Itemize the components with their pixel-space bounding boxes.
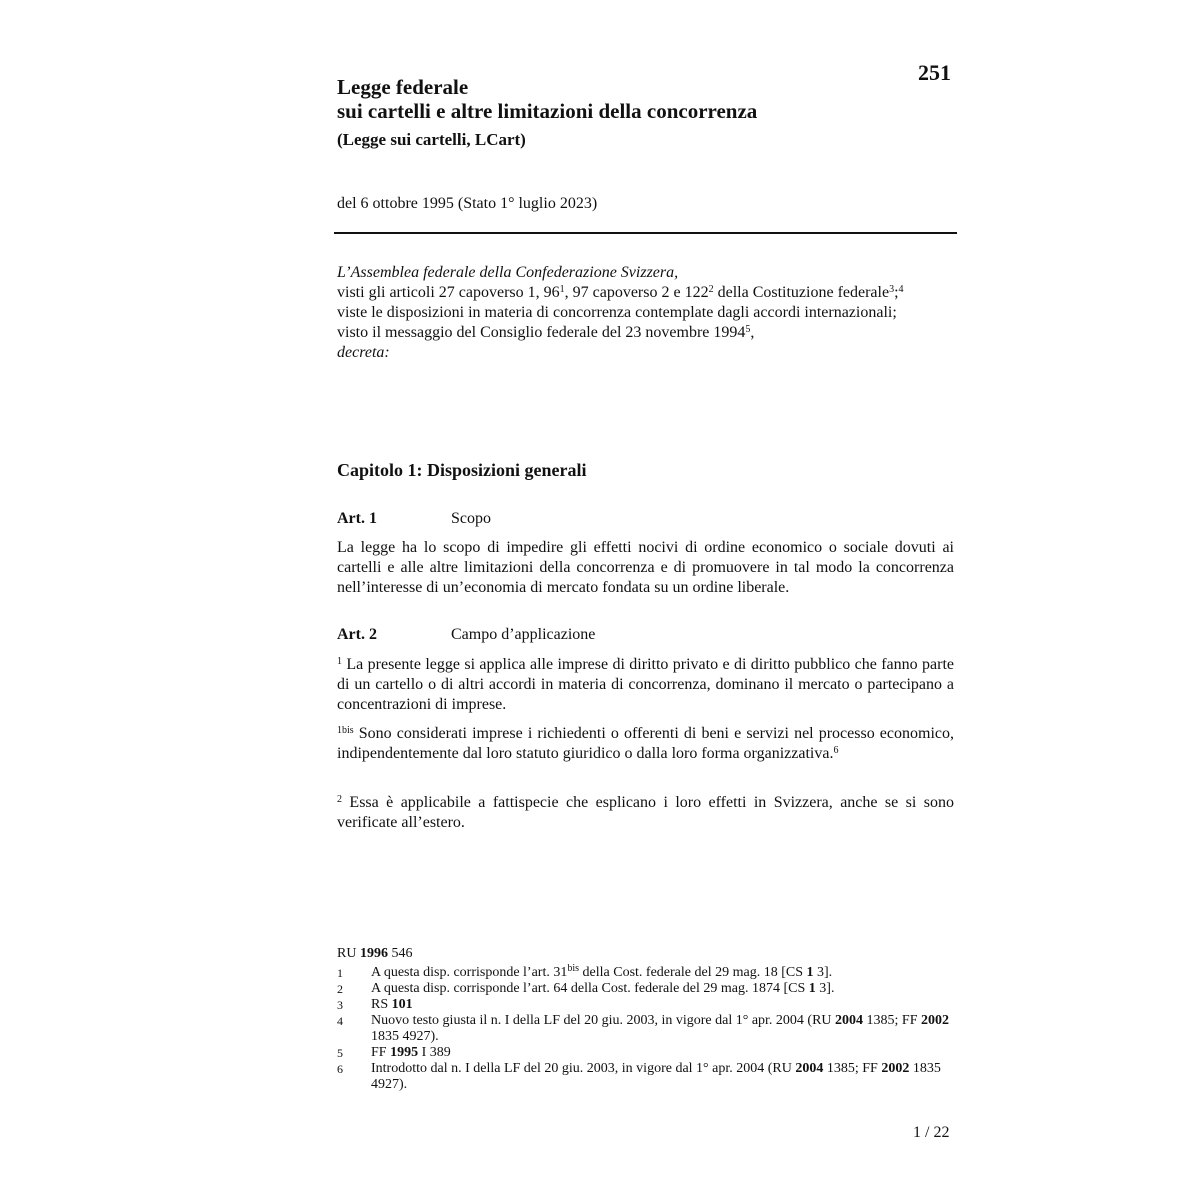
footnote-number: 4 [337, 1014, 343, 1028]
article-2-paragraph-2 [337, 793, 954, 833]
preamble-agreements-line: viste le disposizioni in materia di concorrenza contemplate dagli accordi internazionali; [337, 304, 897, 321]
paragraph-number: 1 [337, 656, 342, 667]
article-2-paragraph-1 [337, 655, 954, 715]
footnote-text: A questa disp. corrisponde l’art. $31^{bis}$ della Cost. federale del 29 mag. 18 [CS 1 3]. [371, 963, 833, 980]
paragraph-number: 2 [337, 794, 342, 805]
article-number: Art. 2 [337, 626, 377, 643]
footnote-number: 5 [337, 1046, 343, 1060]
preamble-constitution-line [337, 283, 957, 303]
page-number: 1 / 22 [913, 1124, 950, 1141]
preamble-message-line [337, 323, 957, 343]
article-title: Scopo [451, 510, 491, 527]
header-divider [334, 232, 957, 234]
preamble-decree: decreta: [337, 344, 390, 361]
paragraph-text: La presente legge si applica alle imprese di diritto privato e di diritto pubblico che fanno parte di un cartello o di altri accordi in materia di concorrenza, dominano il mercato o partecipano a concentrazioni di imprese. [337, 656, 955, 713]
article-2-heading [337, 626, 595, 644]
footnote-ref[interactable]: 6 [833, 745, 839, 756]
ru-page: 546 [387, 946, 413, 961]
footnote-item [337, 965, 957, 981]
preamble-text: visto il messaggio del Consiglio federale del 23 novembre 1994 [337, 324, 746, 341]
footnote-item [337, 981, 957, 997]
article-2-paragraph-1bis [337, 724, 954, 764]
sr-number: 251 [918, 60, 951, 85]
ru-prefix: RU [337, 946, 360, 961]
footnotes [337, 946, 957, 1093]
footnote-item [337, 1045, 957, 1061]
footnote-item [337, 1061, 957, 1093]
article-1-text: La legge ha lo scopo di impedire gli effetti nocivi di ordine economico o sociale dovuti ai cartelli e alle altre limitazioni della concorrenza e di promuovere in tal modo la concorrenza nell’interesse di un’economia di mercato fondata su un ordine liberale. [337, 539, 954, 596]
footnote-text: FF 1995 I 389 [371, 1045, 451, 1060]
ru-year: 1996 [359, 946, 388, 961]
ru-reference [337, 946, 957, 962]
preamble [337, 263, 957, 363]
footnote-item [337, 1013, 957, 1045]
document-title-line1: Legge federale [337, 75, 469, 99]
document-title-line2: sui cartelli e altre limitazioni della concorrenza [337, 99, 758, 123]
footnote-item [337, 997, 957, 1013]
article-number: Art. 1 [337, 510, 377, 527]
footnote-number: 1 [337, 966, 343, 980]
preamble-authority: L’Assemblea federale della Confederazione Svizzera, [337, 264, 679, 281]
preamble-text: , 97 capoverso 2 e 122 [564, 284, 709, 301]
article-1-heading [337, 510, 491, 528]
footnote-ref[interactable]: 4 [898, 284, 904, 295]
preamble-text: della Costituzione federale [713, 284, 890, 301]
preamble-text: , [750, 324, 755, 341]
footnote-number: 2 [337, 982, 343, 996]
paragraph-number: 1bis [337, 725, 354, 736]
footnote-number: 3 [337, 998, 343, 1012]
footnote-text: Nuovo testo giusta il n. I della LF del 20 giu. 2003, in vigore dal 1° apr. 2004 (RU 2004 1385; FF 2002 1835 4927). [371, 1013, 950, 1044]
date-status-line: del 6 ottobre 1995 (Stato 1° luglio 2023) [337, 195, 598, 212]
preamble-text: ; [894, 284, 899, 301]
article-title: Campo d’applicazione [451, 626, 596, 643]
short-title: (Legge sui cartelli, LCart) [337, 130, 526, 149]
footnote-ref[interactable]: 3 [889, 284, 895, 295]
footnote-ref[interactable]: 5 [745, 324, 751, 335]
footnote-ref[interactable]: 1 [559, 284, 565, 295]
footnote-text: A questa disp. corrisponde l’art. 64 della Cost. federale del 29 mag. 1874 [CS 1 3]. [371, 981, 835, 996]
paragraph-text: Sono considerati imprese i richiedenti o offerenti di beni e servizi nel processo economico, indipendentemente dal loro statuto giuridico o dalla loro forma organizzativa. [337, 725, 955, 762]
footnote-text: RS 101 [371, 997, 413, 1012]
chapter-heading: Capitolo 1: Disposizioni generali [337, 460, 587, 480]
paragraph-text: Essa è applicabile a fattispecie che esplicano i loro effetti in Svizzera, anche se si sono verificate all’estero. [337, 794, 955, 831]
footnote-number: 6 [337, 1062, 343, 1076]
footnote-ref[interactable]: 2 [708, 284, 714, 295]
footnote-text: Introdotto dal n. I della LF del 20 giu. 2003, in vigore dal 1° apr. 2004 (RU 2004 1385; FF 2002 1835 4927). [371, 1061, 941, 1092]
preamble-text: visti gli articoli 27 capoverso 1, 96 [337, 284, 560, 301]
